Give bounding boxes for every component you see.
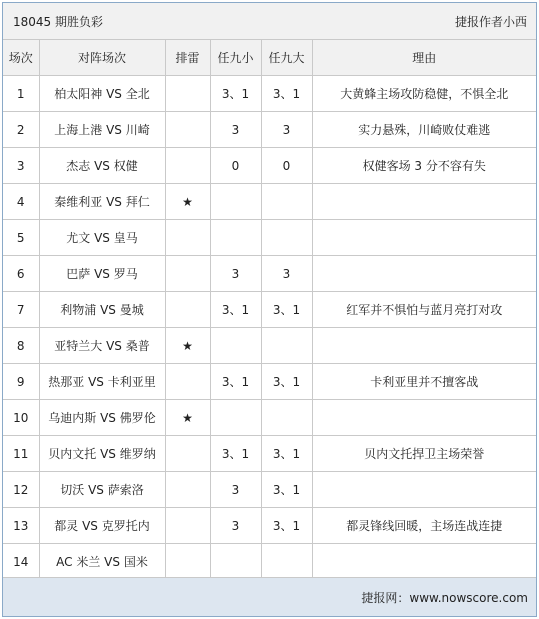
- table-row: [3, 76, 536, 112]
- col-header-pick9-big: 任九大: [261, 40, 312, 76]
- cell-pick9-big: 3、1: [261, 364, 312, 400]
- table-row: [3, 544, 536, 580]
- cell-fixture: 利物浦 VS 曼城: [39, 292, 165, 328]
- cell-mine: [165, 76, 210, 112]
- cell-pick9-small: [210, 544, 261, 580]
- cell-mine: [165, 148, 210, 184]
- cell-mine: [165, 472, 210, 508]
- cell-match-no: 7: [3, 292, 39, 328]
- cell-mine: [165, 364, 210, 400]
- table-row: [3, 292, 536, 328]
- cell-reason: [312, 220, 536, 256]
- cell-pick9-big: 3、1: [261, 436, 312, 472]
- cell-reason: 都灵锋线回暖，主场连战连捷: [312, 508, 536, 544]
- cell-pick9-big: [261, 220, 312, 256]
- cell-match-no: 2: [3, 112, 39, 148]
- cell-pick9-small: 3: [210, 112, 261, 148]
- cell-match-no: 8: [3, 328, 39, 364]
- lottery-table-frame: [2, 2, 537, 617]
- cell-match-no: 3: [3, 148, 39, 184]
- cell-fixture: 都灵 VS 克罗托内: [39, 508, 165, 544]
- cell-fixture: AC 米兰 VS 国米: [39, 544, 165, 580]
- cell-fixture: 乌迪内斯 VS 佛罗伦: [39, 400, 165, 436]
- cell-mine: [165, 508, 210, 544]
- cell-mine: [165, 256, 210, 292]
- col-header-pick9-small: 任九小: [210, 40, 261, 76]
- footer-site-link[interactable]: 捷报网：www.nowscore.com: [361, 591, 528, 605]
- cell-pick9-big: 3、1: [261, 292, 312, 328]
- cell-reason: 红军并不惧怕与蓝月亮打对攻: [312, 292, 536, 328]
- col-header-mine: 排雷: [165, 40, 210, 76]
- cell-match-no: 9: [3, 364, 39, 400]
- cell-pick9-big: 0: [261, 148, 312, 184]
- cell-pick9-small: 3、1: [210, 364, 261, 400]
- cell-pick9-small: 3、1: [210, 76, 261, 112]
- cell-fixture: 贝内文托 VS 维罗纳: [39, 436, 165, 472]
- cell-reason: [312, 544, 536, 580]
- title-bar: [3, 3, 536, 40]
- cell-pick9-small: [210, 220, 261, 256]
- cell-pick9-small: [210, 184, 261, 220]
- cell-reason: [312, 328, 536, 364]
- table-row: [3, 436, 536, 472]
- star-icon: ★: [165, 400, 210, 436]
- match-table: [3, 40, 536, 580]
- cell-pick9-small: 3: [210, 256, 261, 292]
- cell-match-no: 5: [3, 220, 39, 256]
- cell-fixture: 杰志 VS 权健: [39, 148, 165, 184]
- cell-mine: [165, 292, 210, 328]
- cell-mine: [165, 112, 210, 148]
- cell-pick9-big: [261, 184, 312, 220]
- cell-match-no: 14: [3, 544, 39, 580]
- table-row: [3, 328, 536, 364]
- cell-reason: [312, 184, 536, 220]
- cell-fixture: 切沃 VS 萨索洛: [39, 472, 165, 508]
- cell-pick9-big: 3: [261, 112, 312, 148]
- author-label: 捷报作者小西: [454, 15, 527, 29]
- table-row: [3, 220, 536, 256]
- cell-mine: [165, 220, 210, 256]
- col-header-reason: 理由: [312, 40, 536, 76]
- cell-reason: 实力悬殊，川崎败仗难逃: [312, 112, 536, 148]
- table-row: [3, 508, 536, 544]
- cell-pick9-small: 3、1: [210, 292, 261, 328]
- cell-pick9-small: 3、1: [210, 436, 261, 472]
- table-row: [3, 148, 536, 184]
- cell-match-no: 13: [3, 508, 39, 544]
- footer-bar: [3, 577, 536, 616]
- cell-match-no: 11: [3, 436, 39, 472]
- cell-pick9-big: [261, 544, 312, 580]
- cell-pick9-big: 3、1: [261, 76, 312, 112]
- star-icon: ★: [165, 328, 210, 364]
- table-header-row: [3, 40, 536, 76]
- table-row: [3, 364, 536, 400]
- col-header-fixture: 对阵场次: [39, 40, 165, 76]
- cell-reason: 卡利亚里并不擅客战: [312, 364, 536, 400]
- cell-pick9-big: 3、1: [261, 508, 312, 544]
- star-icon: ★: [165, 184, 210, 220]
- cell-reason: [312, 256, 536, 292]
- cell-mine: [165, 544, 210, 580]
- cell-reason: 贝内文托捍卫主场荣誉: [312, 436, 536, 472]
- cell-fixture: 秦维利亚 VS 拜仁: [39, 184, 165, 220]
- cell-mine: [165, 436, 210, 472]
- cell-pick9-small: 0: [210, 148, 261, 184]
- cell-match-no: 12: [3, 472, 39, 508]
- cell-reason: 权健客场 3 分不容有失: [312, 148, 536, 184]
- cell-fixture: 亚特兰大 VS 桑普: [39, 328, 165, 364]
- table-row: [3, 400, 536, 436]
- cell-fixture: 巴萨 VS 罗马: [39, 256, 165, 292]
- cell-match-no: 10: [3, 400, 39, 436]
- cell-match-no: 4: [3, 184, 39, 220]
- table-row: [3, 472, 536, 508]
- issue-title: 18045 期胜负彩: [13, 15, 103, 29]
- cell-pick9-big: [261, 328, 312, 364]
- cell-match-no: 6: [3, 256, 39, 292]
- cell-pick9-big: 3、1: [261, 472, 312, 508]
- cell-pick9-small: [210, 328, 261, 364]
- cell-pick9-small: [210, 400, 261, 436]
- cell-match-no: 1: [3, 76, 39, 112]
- cell-fixture: 柏太阳神 VS 全北: [39, 76, 165, 112]
- col-header-match-no: 场次: [3, 40, 39, 76]
- cell-fixture: 热那亚 VS 卡利亚里: [39, 364, 165, 400]
- cell-reason: 大黄蜂主场攻防稳健，不惧全北: [312, 76, 536, 112]
- cell-reason: [312, 472, 536, 508]
- cell-pick9-big: 3: [261, 256, 312, 292]
- cell-fixture: 上海上港 VS 川崎: [39, 112, 165, 148]
- cell-pick9-big: [261, 400, 312, 436]
- table-row: [3, 184, 536, 220]
- cell-pick9-small: 3: [210, 508, 261, 544]
- cell-reason: [312, 400, 536, 436]
- cell-pick9-small: 3: [210, 472, 261, 508]
- table-row: [3, 112, 536, 148]
- table-row: [3, 256, 536, 292]
- cell-fixture: 尤文 VS 皇马: [39, 220, 165, 256]
